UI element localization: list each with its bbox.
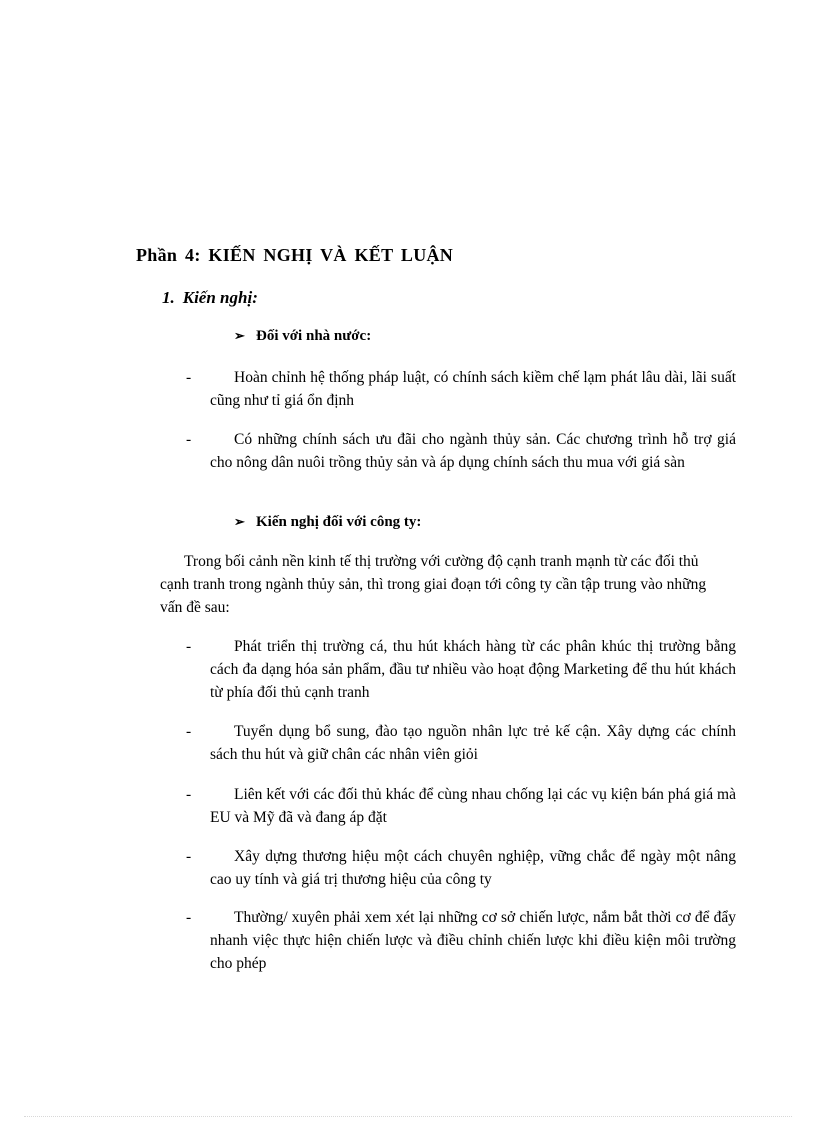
list-item (186, 783, 736, 829)
list-item-text: Thường/ xuyên phải xem xét lại những cơ sở chiến lược, nắm bắt thời cơ để đẩy nhanh việc thực hiện chiến lược và điều chỉnh chiến lược khi điều kiện môi trường cho phép (210, 909, 736, 972)
list-item-text: Hoàn chỉnh hệ thống pháp luật, có chính sách kiềm chế lạm phát lâu dài, lãi suất cũng như tỉ giá ổn định (210, 369, 736, 409)
dash-bullet: - (186, 786, 192, 803)
arrow-bullet-icon: ➢ (234, 328, 245, 343)
list-item (186, 428, 736, 474)
list-item (186, 845, 736, 891)
dash-bullet: - (186, 369, 192, 386)
dash-bullet: - (186, 638, 192, 655)
list-item (186, 906, 736, 975)
subheading-state (234, 328, 371, 345)
dash-bullet: - (186, 909, 192, 926)
section-heading-recommendations (162, 288, 258, 308)
list-item-text: Xây dựng thương hiệu một cách chuyên nghiệp, vững chắc để ngày một nâng cao uy tính và giá trị thương hiệu của công ty (210, 848, 736, 888)
list-item-text: Có những chính sách ưu đãi cho ngành thủy sản. Các chương trình hỗ trợ giá cho nông dân nuôi trồng thủy sản và áp dụng chính sách thu mua với giá sàn (210, 431, 736, 471)
list-item (186, 635, 736, 704)
list-item (186, 366, 736, 412)
arrow-bullet-icon: ➢ (234, 514, 245, 529)
subheading-company-label: Kiến nghị đối với công ty: (256, 514, 422, 530)
section-label: Kiến nghị: (182, 288, 258, 307)
subheading-company (234, 514, 421, 531)
page-bottom-divider (24, 1116, 792, 1117)
page-title: Phần 4: KIẾN NGHỊ VÀ KẾT LUẬN (136, 245, 454, 265)
section-number: 1. (162, 288, 175, 307)
list-item (186, 720, 736, 766)
dash-bullet: - (186, 431, 192, 448)
list-item-text: Phát triển thị trường cá, thu hút khách hàng từ các phân khúc thị trường bằng cách đa dạng hóa sản phẩm, đầu tư nhiều vào hoạt động Marketing để thu hút khách từ phía đối thủ cạnh tranh (210, 638, 736, 701)
list-item-text: Liên kết với các đối thủ khác để cùng nhau chống lại các vụ kiện bán phá giá mà EU và Mỹ đã và đang áp đặt (210, 786, 736, 826)
dash-bullet: - (186, 723, 192, 740)
intro-paragraph: Trong bối cảnh nền kinh tế thị trường với cường độ cạnh tranh mạnh từ các đối thủ cạnh tranh trong ngành thủy sản, thì trong giai đoạn tới công ty cần tập trung vào những vấn đề sau: (160, 553, 707, 616)
dash-bullet: - (186, 848, 192, 865)
list-item-text: Tuyển dụng bổ sung, đào tạo nguồn nhân lực trẻ kế cận. Xây dựng các chính sách thu hút và giữ chân các nhân viên giỏi (210, 723, 736, 763)
subheading-state-label: Đối với nhà nước: (256, 328, 372, 344)
